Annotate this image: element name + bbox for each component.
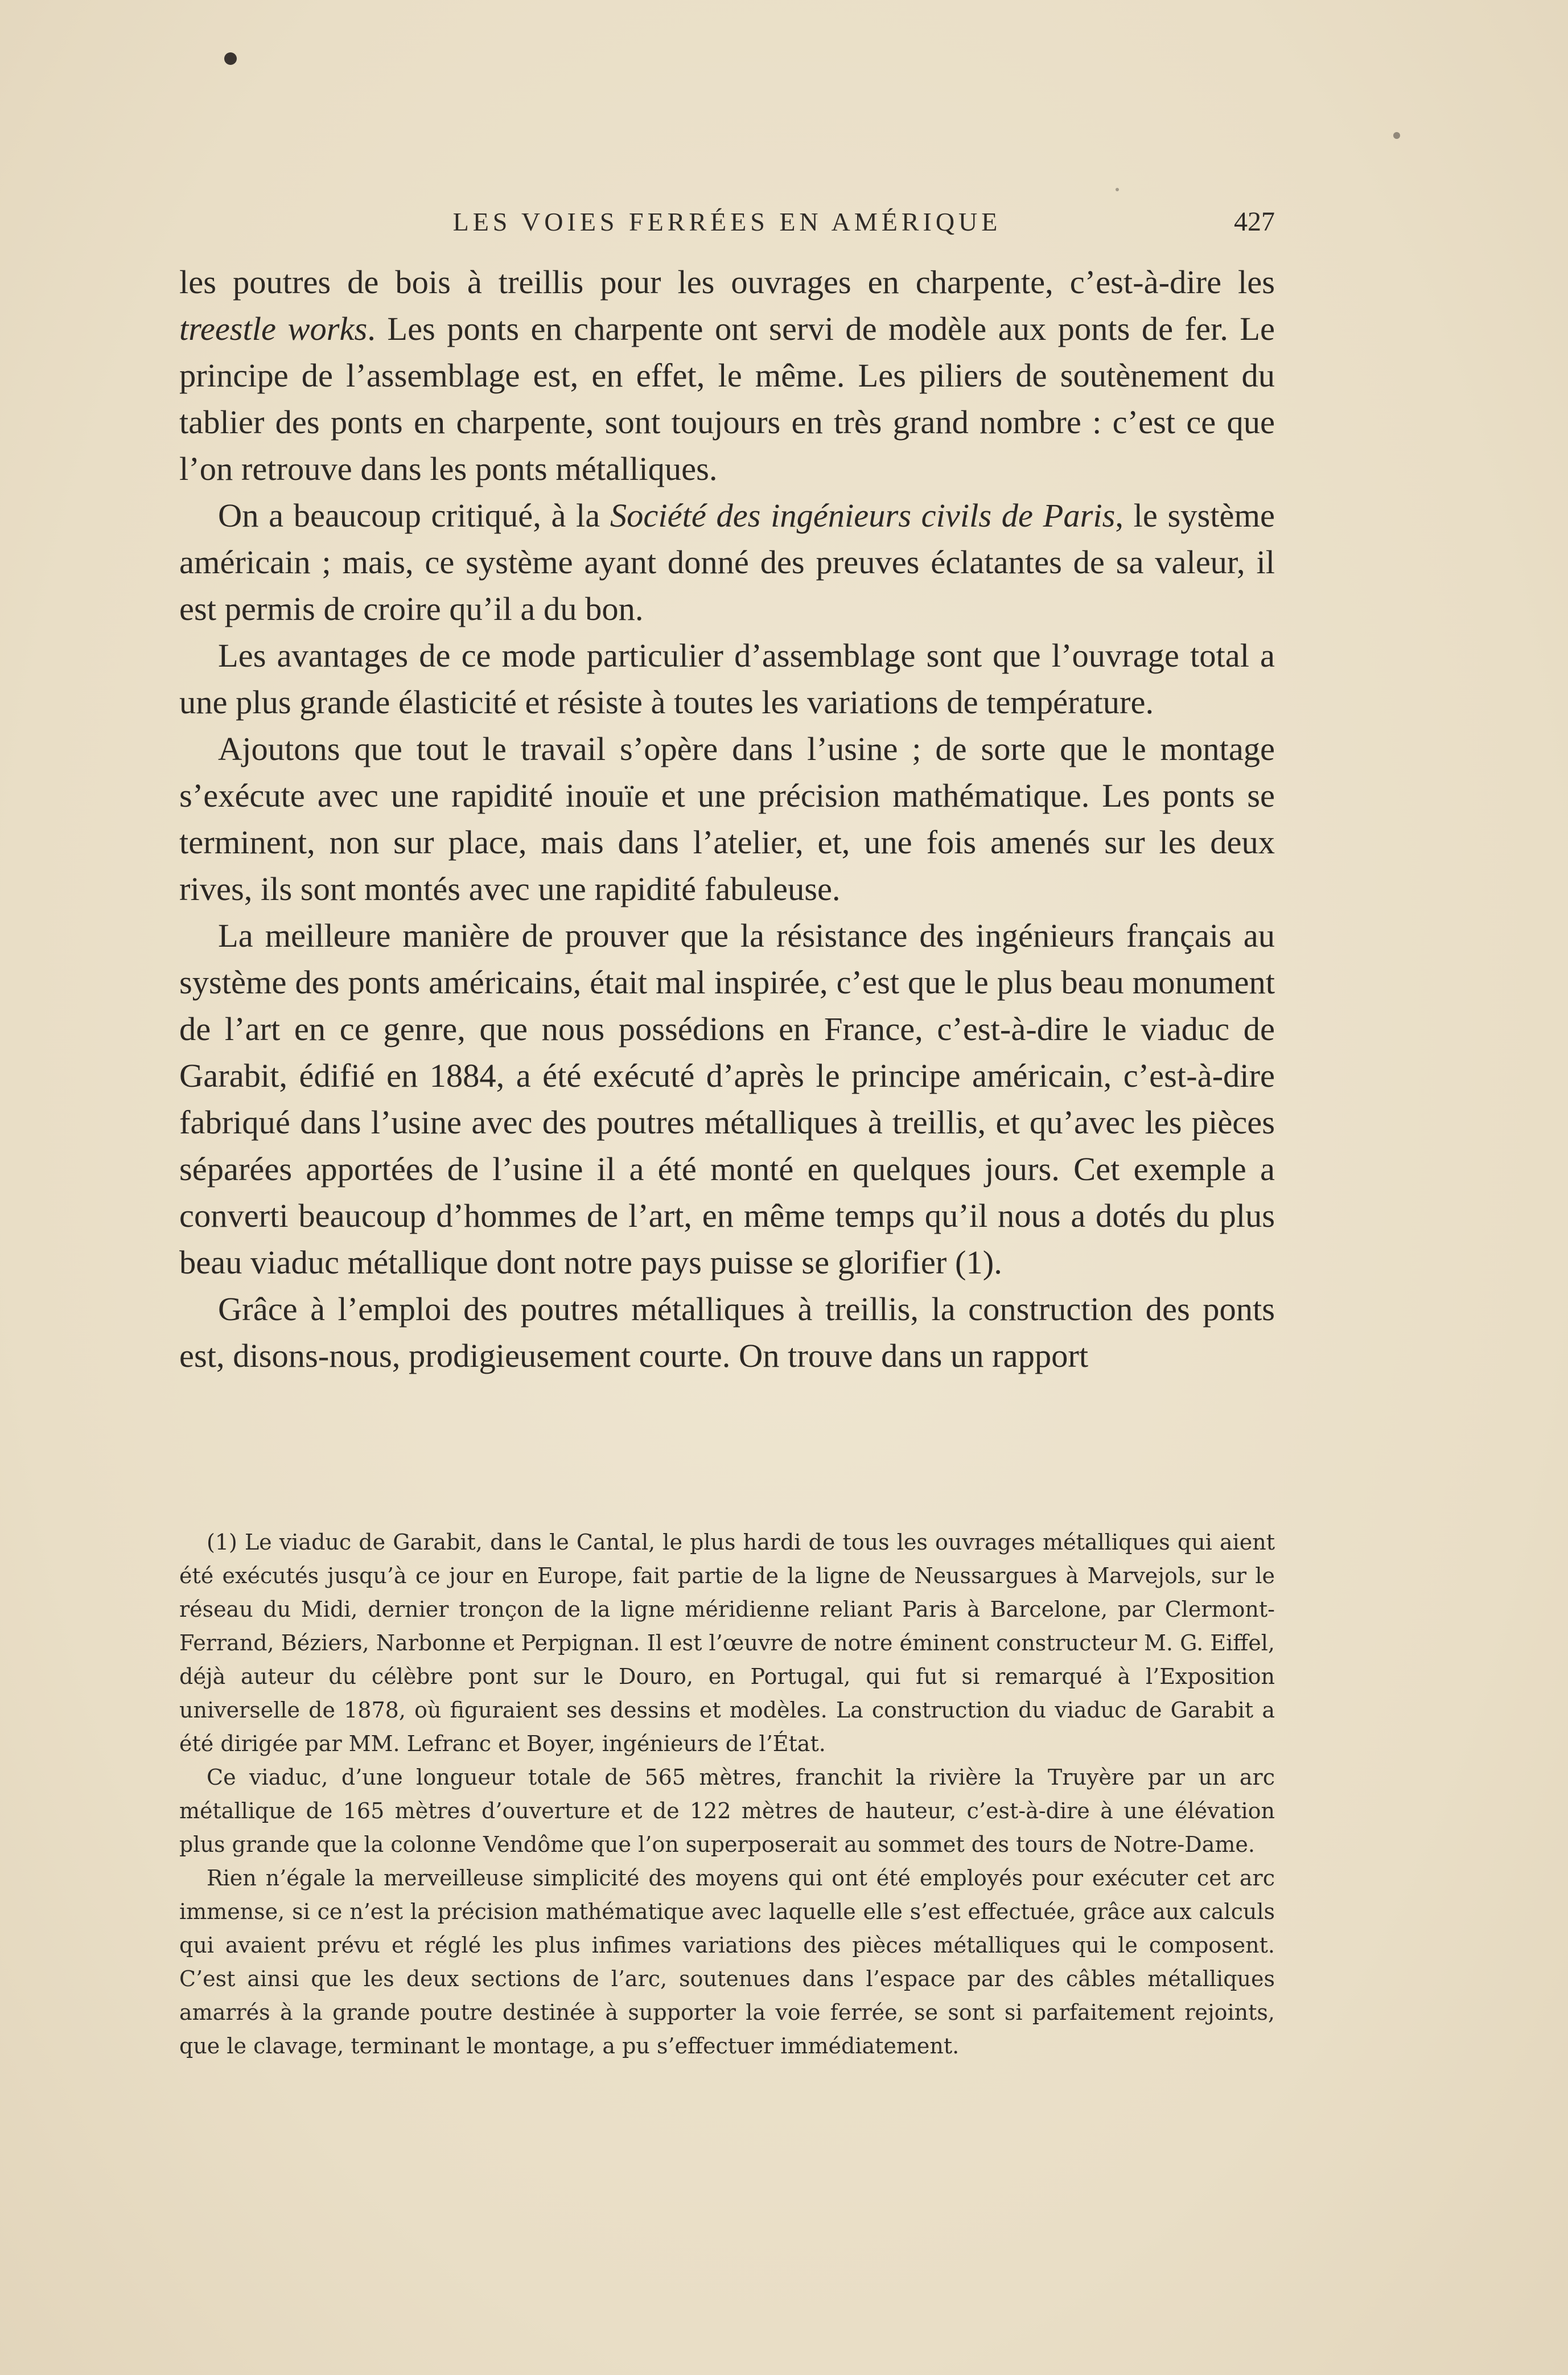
italic-term: Société des ingénieurs civils de Paris [610,497,1116,534]
paragraph-text: les poutres de bois à treillis pour les ouvrages en charpente, c’est-à-dire les [179,264,1275,301]
paragraph: Les avantages de ce mode particulier d’assemblage sont que l’ouvrage total a une plus grande élasticité et résiste à toutes les variations de température. [179,637,1275,721]
footnote: Ce viaduc, d’une longueur totale de 565 mètres, franchit la rivière la Truyère par un arc métallique de 165 mètres d’ouverture et de 122 mètres de hauteur, c’est-à-dire à une élévation plus grande que la colonne Vendôme que l’on superposerait au sommet des tours de Notre-Dame. [179,1765,1275,1857]
ink-speck [1116,188,1119,191]
paragraph: La meilleure manière de prouver que la résistance des ingénieurs français au système des ponts américains, était mal inspirée, c’est que le plus beau monument de l’art en ce genre, que nous possédions en France, c’est-à-dire le viaduc de Garabit, édifié en 1884, a été exécuté d’après le principe américain, c’est-à-dire fabriqué dans l’usine avec des poutres métalliques à treillis, et qu’avec les pièces séparées apportées de l’usine il a été monté en quelques jours. Cet exemple a converti beaucoup d’hommes de l’art, en même temps qu’il nous a dotés du plus beau viaduc métallique dont notre pays puisse se glorifier (1). [179,917,1275,1281]
footnotes [179,1526,1275,2063]
main-text [179,259,1275,1379]
paragraph [179,259,1275,492]
paragraph: Ajoutons que tout le travail s’opère dans l’usine ; de sorte que le montage s’exécute avec une rapidité inouïe et une précision mathématique. Les ponts se terminent, non sur place, mais dans l’atelier, et, une fois amenés sur les deux rives, ils sont montés avec une rapidité fabuleuse. [179,730,1275,907]
page-number: 427 [1234,207,1275,237]
paragraph [179,492,1275,632]
ink-speck [224,52,237,65]
footnote: (1) Le viaduc de Garabit, dans le Cantal, le plus hardi de tous les ouvrages métalliques qui aient été exécutés jusqu’à ce jour en Europe, fait partie de la ligne de Neussargues à Marvejols, sur le réseau du Midi, dernier tronçon de la ligne méridienne reliant Paris à Barcelone, par Clermont-Ferrand, Béziers, Narbonne et Perpignan. Il est l’œuvre de notre éminent constructeur M. G. Eiffel, déjà auteur du célèbre pont sur le Douro, en Portugal, qui fut si remarqué à l’Exposition universelle de 1878, où figuraient ses dessins et modèles. La construction du viaduc de Garabit a été dirigée par MM. Lefranc et Boyer, ingénieurs de l’État. [179,1530,1275,1756]
paragraph-text: On a beaucoup critiqué, à la [218,497,610,534]
ink-speck [1393,132,1400,139]
footnote: Rien n’égale la merveilleuse simplicité des moyens qui ont été employés pour exécuter cet arc immense, si ce n’est la précision mathématique avec laquelle elle s’est effectuée, grâce aux calculs qui avaient prévu et réglé les plus infimes variations des pièces métalliques qui le composent. C’est ainsi que les deux sections de l’arc, soutenues dans l’espace par des câbles métalliques amarrés à la grande poutre destinée à supporter la voie ferrée, se sont si parfaitement rejoints, que le clavage, terminant le montage, a pu s’effectuer immédiatement. [179,1866,1275,2058]
page-header [179,202,1275,242]
italic-term: treestle works [179,310,368,347]
paragraph-text: . Les ponts en charpente ont servi de modèle aux ponts de fer. Le principe de l’assemblage est, en effet, le même. Les piliers de soutènement du tablier des ponts en charpente, sont toujours en très grand nombre : c’est ce que l’on retrouve dans les ponts métalliques. [179,310,1275,487]
paragraph-text: , le système américain ; mais, ce système ayant donné des preuves éclatantes de sa valeur, il est permis de croire qu’il a du bon. [179,497,1275,627]
running-title: LES VOIES FERRÉES EN AMÉRIQUE [452,207,1002,236]
paragraph: Grâce à l’emploi des poutres métalliques à treillis, la construction des ponts est, disons-nous, prodigieusement courte. On trouve dans un rapport [179,1291,1275,1374]
